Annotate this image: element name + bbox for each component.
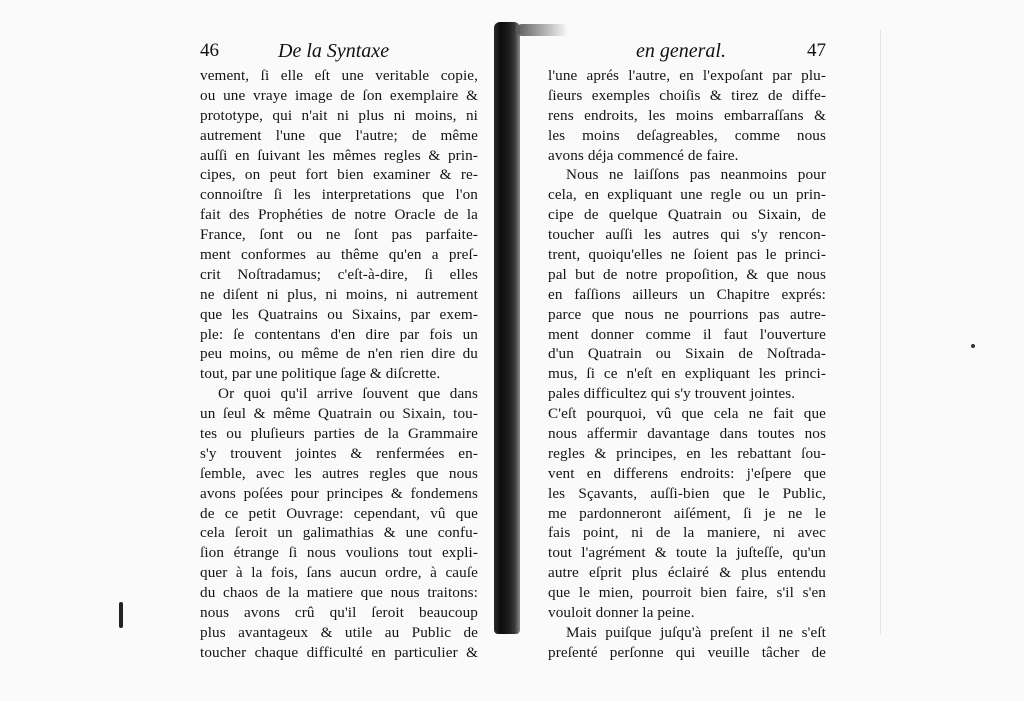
text-line: de ce petit Ouvrage: cependant, vû que: [200, 504, 478, 522]
text-line: du chaos de la matiere que nous traitons:: [200, 584, 478, 602]
text-line: rens endroits, les moins embarraſſans &: [548, 106, 826, 124]
text-line: auſſi en ſuivant les mêmes regles & prin-: [200, 146, 478, 164]
right-page-edge: [880, 30, 881, 635]
margin-mark: [119, 602, 123, 628]
text-line: ſemble, avec les autres regles que nous: [200, 464, 478, 482]
text-line: ou une vraye image de ſon exemplaire &: [200, 86, 478, 104]
left-page-text: [200, 66, 478, 663]
text-line: d'un Quatrain ou Sixain de Noſtrada-: [548, 345, 826, 363]
text-line: prototype, qui n'ait ni plus ni moins, ni: [200, 106, 478, 124]
text-line: quer à la fois, ſans aucun ordre, à cauſe: [200, 564, 478, 582]
right-page-number: 47: [807, 40, 826, 61]
text-line: autrement l'une que l'autre; de même: [200, 126, 478, 144]
text-line: pales difficultez qui s'y trouvent jointes.: [548, 385, 796, 403]
text-line: pal but de notre propoſition, & que nous: [548, 265, 826, 283]
text-line: toucher chaque difficulté en particulier &: [200, 643, 478, 661]
text-line: les Sçavants, auſſi-bien que le Public,: [548, 484, 826, 502]
text-line: avons poſées pour principes & fondemens: [200, 484, 478, 502]
text-line: fait des Prophéties de notre Oracle de la: [200, 206, 478, 224]
left-running-head: [200, 38, 478, 66]
margin-dot: [971, 344, 975, 348]
text-line: cipes, on peut fort bien examiner & re-: [200, 166, 478, 184]
gutter-shadow: [516, 24, 568, 36]
text-line: ment donner comme il faut l'ouverture: [548, 325, 826, 343]
text-line: vement, ſi elle eſt une veritable copie,: [200, 67, 478, 84]
text-line: un ſeul & même Quatrain ou Sixain, tou-: [200, 405, 478, 423]
text-line: crit Noſtradamus; c'eſt-à-dire, ſi elles: [200, 265, 478, 283]
text-line: cela, en expliquant une regle ou un prin-: [548, 186, 826, 204]
text-line: toucher auſſi les autres qui s'y rencon-: [548, 226, 826, 244]
text-line: nous avons crû qu'il ſeroit beaucoup: [200, 604, 478, 622]
paragraph-start-line: Nous ne laiſſons pas neanmoins pour: [566, 166, 826, 184]
text-line: nous affermir davantage dans toutes nos: [548, 425, 826, 443]
text-line: peu moins, ou même de n'en rien dire du: [200, 345, 478, 363]
text-line: ne diſent ni plus, ni moins, ni autrement: [200, 285, 478, 303]
paragraph-start-line: Mais puiſque juſqu'à preſent il ne s'eſt: [566, 623, 826, 641]
text-line: connoiſtre ſi les interpretations que l'on: [200, 186, 478, 204]
left-page-number: 46: [200, 40, 219, 61]
text-line: France, ſont ou ne ſont pas parfaite-: [200, 226, 478, 244]
text-line: vent en differens endroits: j'eſpere que: [548, 464, 826, 482]
paragraph-start-line: Or quoi qu'il arrive ſouvent que dans: [218, 385, 478, 403]
text-line: tout, par une politique ſage & diſcrette.: [200, 365, 441, 383]
text-line: que le mien, pourroit bien faire, s'il s'en: [548, 584, 826, 602]
text-line: ſion étrange ſi nous voulions tout expli-: [200, 544, 478, 562]
left-page: [200, 38, 478, 661]
text-line: cipe de quelque Quatrain ou Sixain, de: [548, 206, 826, 224]
text-line: cela ſeroit un galimathias & une confu-: [200, 524, 478, 542]
text-line: que les Quatrains ou Sixains, par exem-: [200, 305, 478, 323]
text-line: ment conformes au thême qu'en a preſ-: [200, 246, 478, 264]
text-line: fais point, ni de la maniere, ni avec: [548, 524, 826, 542]
text-line: mus, ſi ce n'eſt en expliquant les princi-: [548, 365, 826, 383]
text-line: C'eſt pourquoi, vû que cela ne fait que: [548, 405, 826, 423]
text-line: tes ou pluſieurs parties de la Grammaire: [200, 425, 478, 443]
text-line: autre eſprit plus éclairé & plus entendu: [548, 564, 826, 582]
right-running-head: [548, 38, 826, 66]
book-gutter: [494, 22, 520, 634]
text-line: me pardonneront aiſément, ſi je ne le: [548, 504, 826, 522]
text-line: ſieurs exemples choiſis & tirez de diffe-: [548, 86, 826, 104]
text-line: trent, quoiqu'elles ne ſoient pas le princi-: [548, 246, 826, 264]
text-line: tout l'agrément & toute la juſteſſe, qu'un: [548, 544, 826, 562]
text-line: plus avantageux & utile au Public de: [200, 623, 478, 641]
text-line: ple: ſe contentans d'en dire par fois un: [200, 325, 478, 343]
text-line: regles & principes, en les rebattant ſou-: [548, 444, 826, 462]
text-line: vouloit donner la peine.: [548, 604, 695, 622]
text-line: les moins deſagreables, comme nous: [548, 126, 826, 144]
text-line: l'une aprés l'autre, en l'expoſant par plu-: [548, 67, 826, 84]
right-page: [548, 38, 826, 661]
text-line: parce que nous ne pourrions pas autre-: [548, 305, 826, 323]
left-running-title: De la Syntaxe: [278, 40, 390, 62]
text-line: avons déja commencé de faire.: [548, 146, 739, 164]
text-line: en faſſions ailleurs un Chapitre exprés:: [548, 285, 826, 303]
text-line: preſenté perſonne qui veuille tâcher de: [548, 643, 826, 661]
right-running-title: en general.: [636, 40, 726, 62]
text-line: s'y trouvent jointes & renfermées en-: [200, 444, 478, 462]
right-page-text: [548, 66, 826, 663]
